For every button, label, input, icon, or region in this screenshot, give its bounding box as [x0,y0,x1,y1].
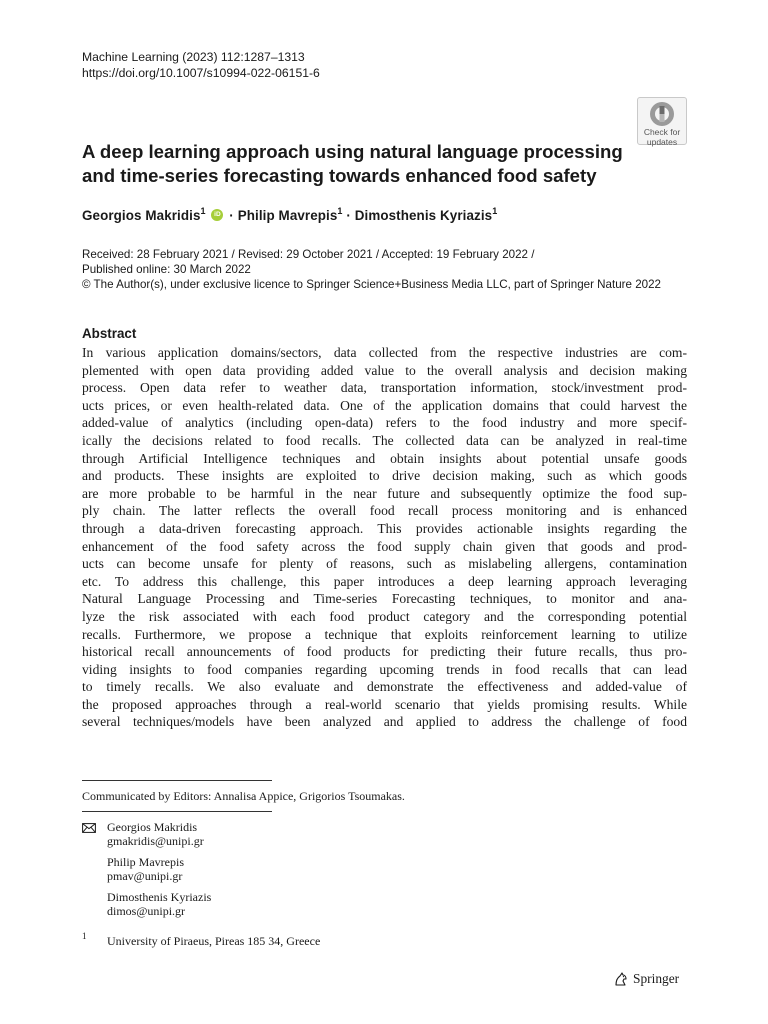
publisher-name: Springer [633,971,680,986]
abstract-line: ucts can become unsafe for plenty of reasons, such as mislabeling allergens, contamination [82,556,687,572]
author-affiliation-mark: 1 [337,206,343,216]
abstract-line: ucts prices, or even health-related data. One of the application domains that could harvest the [82,397,687,413]
contact-email[interactable]: pmav@unipi.gr [107,869,183,884]
abstract-line: viding insights to food companies regarding upcoming trends in food recalls that can lead [82,661,687,677]
orcid-icon[interactable]: iD [211,209,223,221]
paper-title: A deep learning approach using natural language processing and time-series forecasting towards enhanced food safety [82,141,623,186]
badge-line-2: updates [646,136,678,147]
abstract-line: ically the decisions related to food recalls. The collected data can be analyzed in real-time [82,432,687,448]
abstract-line: and products. These insights are exploited to drive decision making, such as which goods [82,468,687,484]
badge-line-1: Check for [643,127,681,137]
footnote-divider [82,780,272,781]
abstract-line: process. Open data refer to weather data, transportation information, stock/investment prod- [82,380,687,396]
contact-email[interactable]: dimos@unipi.gr [107,904,186,919]
abstract-body [82,344,687,731]
journal-header [82,50,320,81]
editors-note: Communicated by Editors: Annalisa Appice, Grigorios Tsoumakas. [82,789,405,803]
springer-horse-icon [613,971,629,987]
abstract-line: lyze the risk associated with each food product category and the corresponding potential [82,608,687,624]
check-for-updates-badge[interactable] [637,97,687,145]
affiliation-number: 1 [82,931,87,941]
publication-history [82,248,661,292]
abstract-heading: Abstract [82,326,137,341]
author-separator: · [346,208,351,223]
abstract-line: are more probable to be harmful in the near future and subsequently optimize the food sup- [82,485,687,501]
abstract-line: Natural Language Processing and Time-series Forecasting techniques, to monitor and ana- [82,591,687,607]
abstract-line: added-value of analytics (including open-data) refers to the food industry and more specif- [82,415,687,431]
author-list [82,208,497,223]
abstract-line: etc. To address this challenge, this paper introduces a deep learning approach leveraging [82,573,687,589]
abstract-line: to timely recalls. We also evaluate and demonstrate the effectiveness and added-value of [82,679,687,695]
contact-name: Dimosthenis Kyriazis [107,890,212,904]
journal-citation: Machine Learning (2023) 112:1287–1313 [82,50,305,64]
author-name[interactable]: Dimosthenis Kyriazis [354,208,493,223]
abstract-line: the proposed approaches through a real-world scenario that yields promising results. While [82,696,687,712]
contact-entry [107,855,184,884]
published-online: Published online: 30 March 2022 [82,262,251,276]
author-separator: · [229,208,234,223]
author-name[interactable]: Philip Mavrepis [237,208,338,223]
mail-icon [82,823,96,833]
abstract-line: historical recall announcements of food products for predicting their future recalls, thus pro- [82,644,687,660]
abstract-line: plemented with open data providing added value to the overall analysis and decision making [82,362,687,378]
contact-entry [107,820,204,849]
copyright-notice: © The Author(s), under exclusive licence to Springer Science+Business Media LLC, part of Springer Nature 2022 [82,277,661,291]
affiliation-text: University of Piraeus, Pireas 185 34, Greece [107,934,321,948]
abstract-line: enhancement of the food safety across the food supply chain given that goods and prod- [82,538,687,554]
crossmark-icon [649,101,675,127]
contact-name: Philip Mavrepis [107,855,184,869]
abstract-line: ply chain. The latter reflects the overall food recall process monitoring and is enhanced [82,503,687,519]
abstract-line: several techniques/models have been analyzed and applied to address the challenge of food [82,714,687,730]
publisher-logo[interactable] [613,971,679,987]
contact-name: Georgios Makridis [107,820,198,834]
contact-email[interactable]: gmakridis@unipi.gr [107,834,204,849]
doi-link[interactable]: https://doi.org/10.1007/s10994-022-06151-6 [82,65,320,80]
history-dates: Received: 28 February 2021 / Revised: 29 October 2021 / Accepted: 19 February 2022 / [82,248,535,261]
contact-entry [107,890,211,919]
abstract-line: through a data-driven forecasting approach. This provides actionable insights regarding the [82,520,687,536]
author-name[interactable]: Georgios Makridis [82,208,201,223]
abstract-line: In various application domains/sectors, data collected from the respective industries are com- [82,345,687,360]
abstract-line: recalls. Furthermore, we propose a technique that exploits reinforcement learning to utilize [82,626,687,642]
author-affiliation-mark: 1 [492,206,498,216]
footnote-divider [82,811,272,812]
author-affiliation-mark: 1 [200,206,206,216]
abstract-line: through Artificial Intelligence techniques and obtain insights about potential unsafe goods [82,450,687,466]
